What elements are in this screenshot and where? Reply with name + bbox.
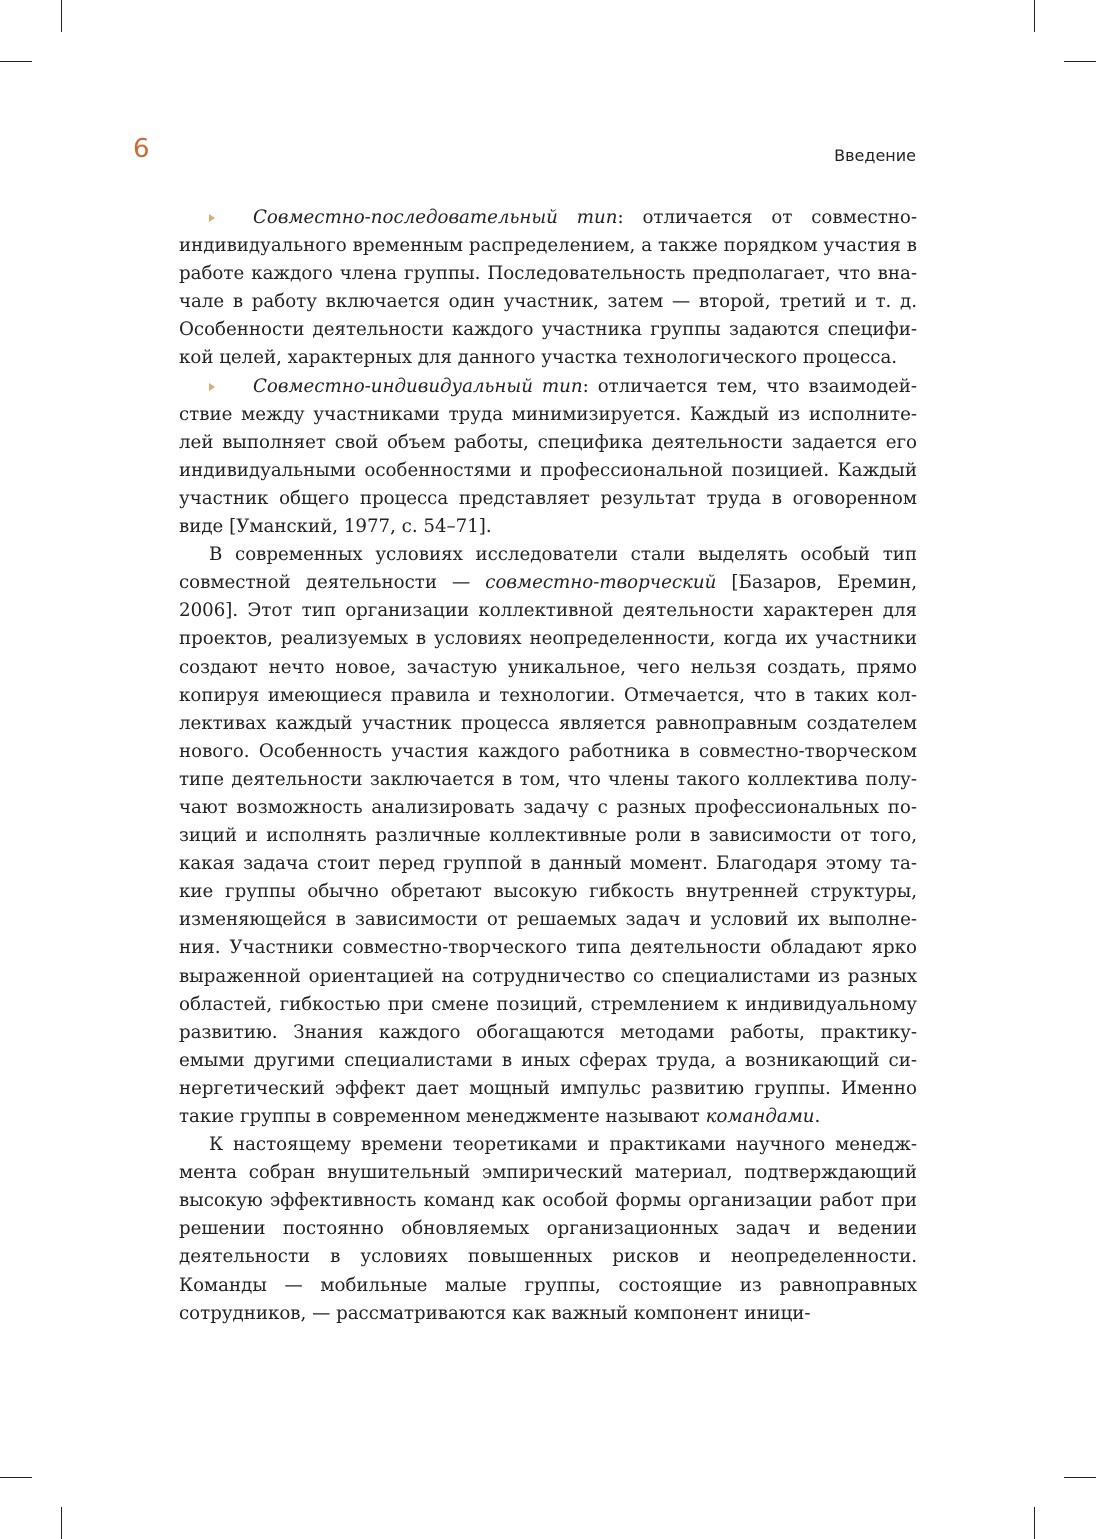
paragraph-text: В современных условиях исследователи стали выделять особый тип совместной деятельности — xyxy=(179,544,917,594)
page-number: 6 xyxy=(133,134,150,164)
term-teams: командами xyxy=(705,1106,815,1127)
triangle-bullet-icon xyxy=(209,214,215,222)
bullet-item-sequential xyxy=(179,204,917,373)
paragraph-text: . xyxy=(814,1106,821,1127)
bullet-text: : отличается от совместно-индивидуального временным распределением, а также порядком участия в работе каждого члена группы. Последовательность предполагает, что вначале в работу включается один участник, затем — второй, третий и т. д. Особенности деятельности каждого участника группы задаются спецификой целей, характерных для данного участка технологического процесса. xyxy=(179,207,917,369)
crop-mark-left-bottom xyxy=(0,1477,32,1478)
crop-mark-bottom-right xyxy=(1034,1507,1035,1539)
crop-mark-right-bottom xyxy=(1064,1477,1096,1478)
crop-mark-top-left xyxy=(61,0,62,32)
section-title: Введение xyxy=(834,146,916,165)
bullet-text: : отличается тем, что взаимодействие между участниками труда минимизируется. Каждый из исполнителей выполняет свой объем работы, специфика деятельности задается его индивидуальными особенностями и профессиональной позицией. Каждый участник общего процесса представляет результат труда в оговоренном виде [Уманский, 1977, с. 54–71]. xyxy=(179,375,917,538)
term-cocreative: совместно-творческий xyxy=(485,572,717,594)
paragraph-management xyxy=(179,1131,917,1328)
page-body xyxy=(179,204,917,1328)
crop-mark-left-top xyxy=(0,61,32,62)
triangle-bullet-icon xyxy=(209,383,215,391)
paragraph-text: [Базаров, Еремин, 2006]. Этот тип организации коллективной деятельности характерен для проектов, реализуемых в условиях неопределенности, когда их участники создают нечто новое, зачастую уникальное, чего нельзя создать, прямо копируя имеющиеся правила и технологии. Отмечается, что в таких коллективах каждый участник процесса является равноправным создателем нового. Особенность участия каждого работника в совместно-творческом типе деятельности заключается в том, что члены такого коллектива получают возможность анализировать задачу с разных профессиональных позиций и исполнять различные коллективные роли в зависимости от того, какая задача стоит перед группой в данный момент. Благодаря этому такие группы обычно обретают высокую гибкость внутренней структуры, изменяющейся в зависимости от решаемых задач и условий их выполнения. Участники совместно-творческого типа деятельности обладают ярко выраженной ориентацией на сотрудничество со специалистами из разных областей, гибкостью при смене позиций, стремлением к индивидуальному развитию. Знания каждого обогащаются методами работы, практикуемыми другими специалистами в иных сферах труда, а возникающий синергетический эффект дает мощный импульс развитию группы. Именно такие группы в современном менеджменте называют xyxy=(179,572,917,1127)
crop-mark-right-top xyxy=(1064,61,1096,62)
bullet-term: Совместно-последовательный тип xyxy=(253,207,618,228)
bullet-term: Совместно-индивидуальный тип xyxy=(253,375,583,397)
crop-mark-bottom-left xyxy=(61,1507,62,1539)
paragraph-cocreative xyxy=(179,541,917,1131)
bullet-item-individual xyxy=(179,373,917,542)
paragraph-text: К настоящему времени теоретиками и практиками научного менеджмента собран внушительный эмпирический материал, подтверждающий высокую эффективность команд как особой формы организации работ при решении постоянно обновляемых организационных задач и ведении деятельности в условиях повышенных рисков и неопределенности. Команды — мобильные малые группы, состоящие из равноправных сотрудников, — рассматриваются как важный компонент иници- xyxy=(179,1134,917,1324)
crop-mark-top-right xyxy=(1034,0,1035,32)
